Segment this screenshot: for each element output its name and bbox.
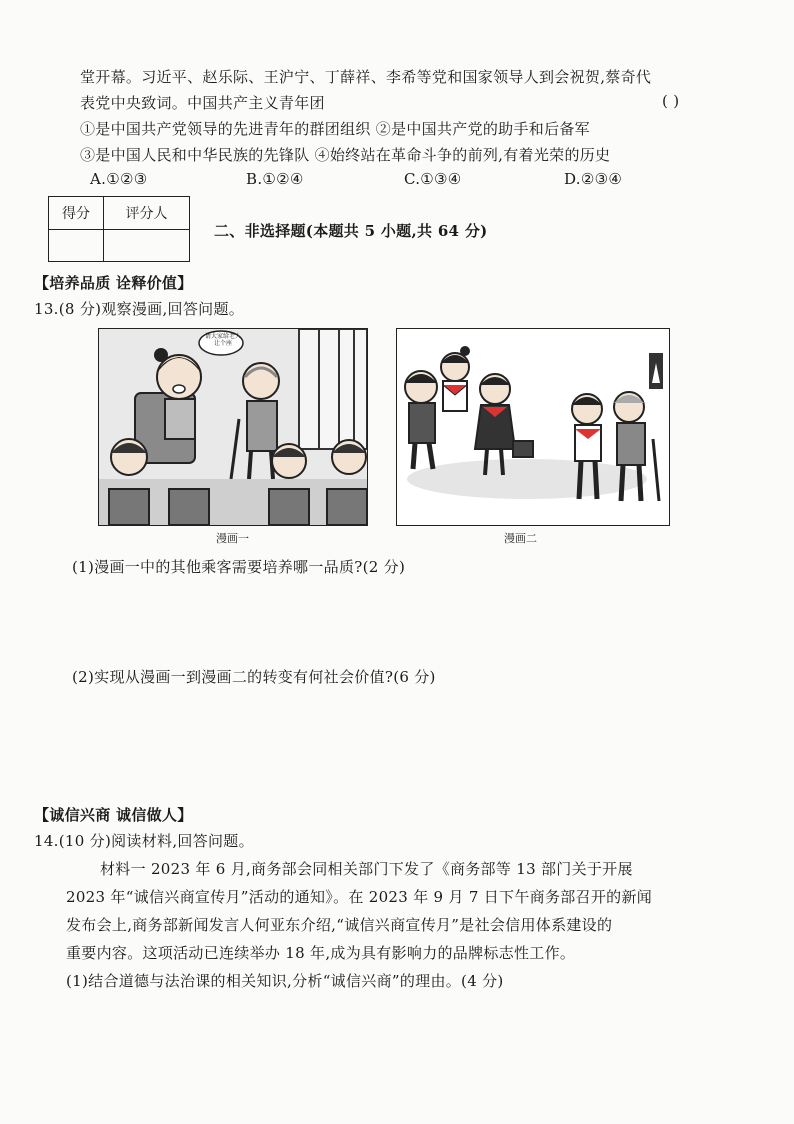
comic-1-image (98, 328, 368, 526)
grader-label: 评分人 (104, 197, 190, 230)
comic-2-image (396, 328, 670, 526)
material-1-line-1: 材料一 2023 年 6 月,商务部会同相关部门下发了《商务部等 13 部门关于开展 (100, 860, 633, 878)
block-1-heading: 【培养品质 诠释价值】 (34, 274, 193, 292)
choice-d: D.②③④ (564, 170, 623, 188)
score-label: 得分 (49, 197, 104, 230)
bus-scene-illustration (99, 329, 367, 525)
section-2-title: 二、非选择题(本题共 5 小题,共 64 分) (214, 222, 488, 240)
score-box (48, 196, 190, 262)
material-1-line-2: 2023 年“诚信兴商宣传月”活动的通知》。在 2023 年 9 月 7 日下午商务部召开的新闻 (66, 888, 653, 906)
score-cell (49, 230, 104, 262)
q14-sub-1: (1)结合道德与法治课的相关知识,分析“诚信兴商”的理由。(4 分) (66, 972, 504, 990)
speech-bubble-text: 请大家给老人让个座 (204, 333, 241, 347)
q12-line-2: 表党中央致词。中国共产主义青年团 (80, 94, 325, 112)
comic-1-caption: 漫画一 (216, 532, 249, 545)
q13-sub-1: (1)漫画一中的其他乘客需要培养哪一品质?(2 分) (72, 558, 406, 576)
q12-options-line-1: ①是中国共产党领导的先进青年的群团组织 ②是中国共产党的助手和后备军 (80, 120, 590, 138)
q13-stem: 13.(8 分)观察漫画,回答问题。 (34, 300, 245, 318)
choice-a: A.①②③ (90, 170, 148, 188)
choice-b: B.①②④ (246, 170, 304, 188)
block-2-heading: 【诚信兴商 诚信做人】 (34, 806, 193, 824)
material-1-line-4: 重要内容。这项活动已连续举办 18 年,成为具有影响力的品牌标志性工作。 (66, 944, 576, 962)
material-1-line-3: 发布会上,商务部新闻发言人何亚东介绍,“诚信兴商宣传月”是社会信用体系建设的 (66, 916, 613, 934)
answer-bracket: ( ) (662, 92, 680, 110)
choice-c: C.①③④ (404, 170, 462, 188)
q14-stem: 14.(10 分)阅读材料,回答问题。 (34, 832, 254, 850)
children-helping-illustration (397, 329, 669, 525)
q13-sub-2: (2)实现从漫画一到漫画二的转变有何社会价值?(6 分) (72, 668, 436, 686)
comic-2-caption: 漫画二 (504, 532, 537, 545)
q12-line-1: 堂开幕。习近平、赵乐际、王沪宁、丁薛祥、李希等党和国家领导人到会祝贺,蔡奇代 (80, 68, 652, 86)
grader-cell (104, 230, 190, 262)
q12-options-line-2: ③是中国人民和中华民族的先锋队 ④始终站在革命斗争的前列,有着光荣的历史 (80, 146, 611, 164)
